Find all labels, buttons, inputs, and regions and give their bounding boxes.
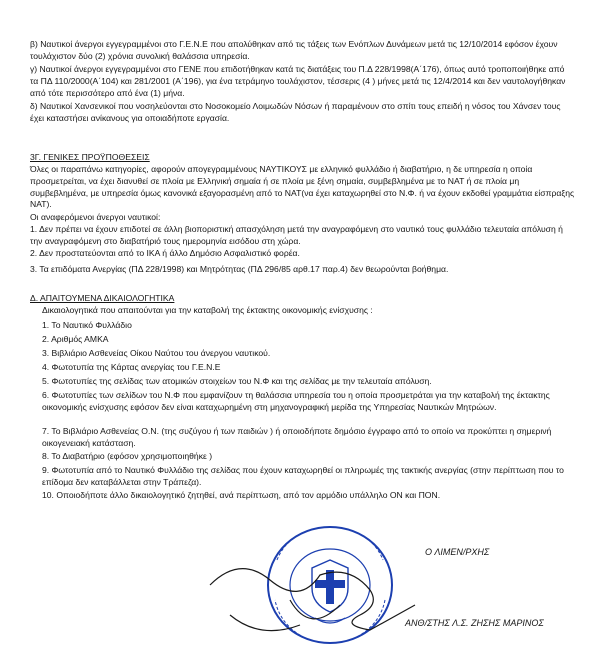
handwritten-signature	[200, 545, 430, 645]
document-item-9: 9. Φωτοτυπία από το Ναυτικό Φυλλάδιο της σελίδας που έχουν καταχωρηθεί οι πληρωμές της τακτικής ανεργίας (στην περίπτωση που το επίδομα δεν καταβάλλεται στην Τράπεζα).	[42, 465, 564, 487]
document-item-8: 8. Το Διαβατήριο (εφόσον χρησιμοποιηθήκε )	[42, 451, 213, 461]
document-item-6: 6. Φωτοτυπίες των σελίδων του Ν.Φ που εμφανίζουν τη θαλάσσια υπηρεσία του η οποία προσμετράται για την καταβολή της έκτακτης οικονομικής ενίσχυσης εφόσον δεν είναι καταχωρημένη στη μηχανογραφική μερίδα της Υπηρεσίας Ναυτικών Μητρώων.	[42, 390, 550, 412]
condition-2: 2. Δεν προστατεύονται από το ΙΚΑ ή άλλο Δημόσιο Ασφαλιστικό φορέα.	[30, 248, 300, 258]
paragraph-g: γ) Ναυτικοί άνεργοι εγγεγραμμένοι στο ΓΕΝΕ που επιδοτήθηκαν κατά τις διατάξεις του Π.Δ 228/1998(Α΄176), όπως αυτό τροποποιήθηκε από τα ΠΔ 110/2000(Α΄104) και 281/2001 (Α΄196), για ένα τετράμηνο τουλάχιστον, τέσσερις (4 ) μήνες μετά τις 12/4/2014 και δεν ναυτολογήθηκαν από τότε περισσότερο από ένα (1) μήνα.	[30, 64, 566, 98]
document-item-2: 2. Αριθμός ΑΜΚΑ	[42, 334, 109, 344]
document-item-3: 3. Βιβλιάριο Ασθενείας Οίκου Ναύτου του άνεργου ναυτικού.	[42, 348, 271, 358]
condition-1: 1. Δεν πρέπει να έχουν επιδοτεί σε άλλη βιοποριστική απασχόληση μετά την αναγραφόμενη στο ναυτικό τους φυλλάδιο τελευταία απόλυση ή την αναγραφόμενη στο διαβατήριό τους ημερομηνία εισόδου στη χώρα.	[30, 224, 563, 246]
section-4-lead: Δικαιολογητικά που απαιτούνται για την καταβολή της έκτακτης οικονομικής ενίσχυσης :	[42, 305, 373, 315]
signature-title: Ο ΛΙΜΕΝ/ΡΧΗΣ	[425, 547, 490, 557]
document-item-7: 7. Το Βιβλιάριο Ασθενείας Ο.Ν. (της συζύγου ή των παιδιών ) ή οποιοδήποτε δημόσιο έγγραφο από το οποίο να προκύπτει η σημερινή οικογενειακή κατάσταση.	[42, 426, 552, 448]
section-3-title: 3Γ. ΓΕΝΙΚΕΣ ΠΡΟΫΠΟΘΕΣΕΙΣ	[30, 152, 150, 162]
section-3-intro: Όλες οι παραπάνω κατηγορίες, αφορούν απογεγραμμένους ΝΑΥΤΙΚΟΥΣ με ελληνικό φυλλάδιο ή διαβατήριο, η δε υπηρεσία η οποία προσμετρείται, να έχει διανυθεί σε πλοία με Ελληνική σημαία ή σε πλοία με ξένη σημαία, συμβεβλημένα με το ΝΑΤ ή σε πλοία μη συμβεβλημένα, με υπηρεσία όμως κανονικά εξαγορασμένη από το ΝΑΤ(να έχει καταχωρηθεί στο Ν.Φ. ή να έχουν εκδοθεί γραμμάτια είσπραξης ΝΑΤ).	[30, 164, 575, 210]
section-3-lead: Οι αναφερόμενοι άνεργοι ναυτικοί:	[30, 212, 161, 222]
condition-3: 3. Τα επιδόματα Ανεργίας (ΠΔ 228/1998) και Μητρότητας (ΠΔ 296/85 αρθ.17 παρ.4) δεν θεωρούνται βοήθημα.	[30, 264, 449, 274]
section-4-title: Δ. ΑΠΑΙΤΟΥΜΕΝΑ ΔΙΚΑΙΟΛΟΓΗΤΙΚΑ	[30, 293, 175, 303]
signature-name: ΑΝΘ/ΣΤΗΣ Λ.Σ. ΖΗΣΗΣ ΜΑΡΙΝΟΣ	[405, 618, 544, 628]
document-item-5: 5. Φωτοτυπίες της σελίδας των ατομικών στοιχείων του Ν.Φ και της σελίδας με την τελευταία απόλυση.	[42, 376, 432, 386]
document-item-10: 10. Οποιοδήποτε άλλο δικαιολογητικό ζητηθεί, ανά περίπτωση, από τον αρμόδιο υπάλληλο ΟΝ και ΠΟΝ.	[42, 490, 441, 500]
paragraph-b: β) Ναυτικοί άνεργοι εγγεγραμμένοι στο Γ.Ε.Ν.Ε που απολύθηκαν από τις τάξεις των Ενόπλων Δυνάμεων μετά τις 12/10/2014 εφόσον έχουν τουλάχιστον δύο (2) χρόνια συνολική θαλάσσια υπηρεσία.	[30, 39, 558, 61]
document-item-1: 1. Το Ναυτικό Φυλλάδιο	[42, 320, 132, 330]
paragraph-d: δ) Ναυτικοί Χανσενικοί που νοσηλεύονται στο Νοσοκομείο Λοιμωδών Νόσων ή παραμένουν στο σπίτι τους επειδή η νόσος του Χάνσεν τους έχει καταστήσει ανίκανους για οποιαδήποτε εργασία.	[30, 101, 561, 123]
document-item-4: 4. Φωτοτυπία της Κάρτας ανεργίας του Γ.Ε.Ν.Ε	[42, 362, 221, 372]
